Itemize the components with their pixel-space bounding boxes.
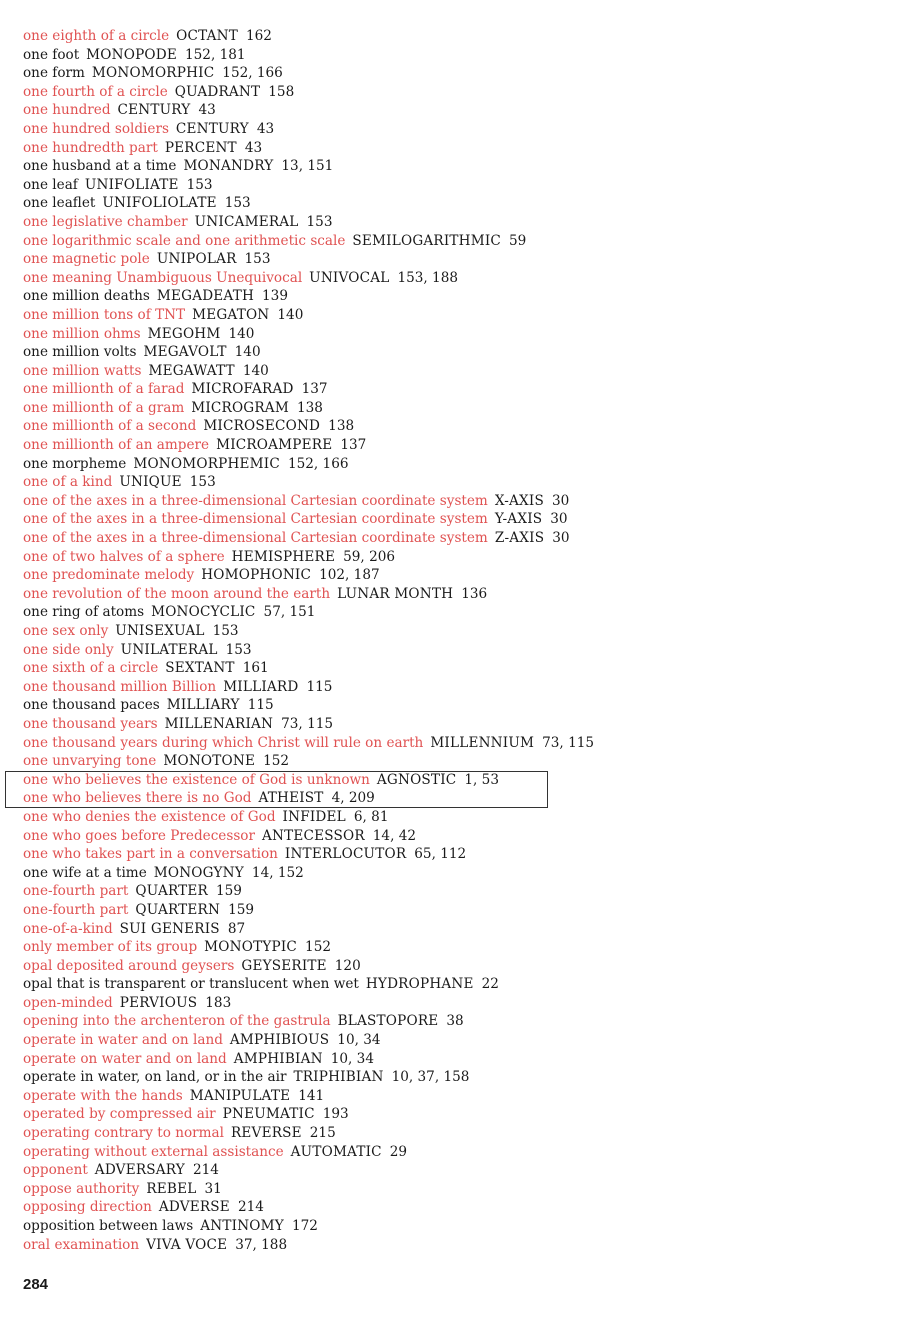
entry-definition: open-minded: [23, 994, 113, 1011]
entry-word: UNIFOLIATE: [84, 176, 179, 193]
index-entry: [23, 1198, 903, 1217]
entry-pages: 153: [224, 195, 251, 212]
entry-word: AGNOSTIC: [376, 771, 457, 788]
entry-pages: 138: [328, 418, 355, 435]
entry-word: MICROGRAM: [191, 399, 289, 416]
entry-word: VIVA VOCE: [146, 1236, 228, 1253]
entry-word: ADVERSARY: [94, 1162, 185, 1179]
entry-pages: 137: [340, 437, 367, 454]
entry-pages: 115: [247, 697, 274, 714]
entry-definition: one husband at a time: [23, 158, 177, 175]
entry-word: TRIPHIBIAN: [293, 1069, 384, 1086]
entry-pages: 140: [242, 362, 269, 379]
entry-definition: one-fourth part: [23, 883, 129, 900]
entry-definition: operating without external assistance: [23, 1143, 284, 1160]
entry-pages: 115: [306, 678, 333, 695]
entry-pages: 59: [509, 232, 527, 249]
entry-definition: one thousand million Billion: [23, 678, 217, 695]
entry-pages: 31: [204, 1180, 222, 1197]
index-entry: [23, 1105, 903, 1124]
entry-definition: oral examination: [23, 1236, 140, 1253]
entry-word: UNIVOCAL: [309, 269, 390, 286]
entry-pages: 59, 206: [343, 548, 396, 565]
entry-pages: 102, 187: [319, 567, 380, 584]
entry-definition: one million ohms: [23, 325, 141, 342]
entry-word: MILLENNIUM: [430, 734, 535, 751]
entry-definition: one of the axes in a three-dimensional Cartesian coordinate system: [23, 530, 488, 547]
entry-word: MEGAWATT: [148, 362, 235, 379]
entry-pages: 87: [227, 920, 246, 937]
entry-definition: one who denies the existence of God: [23, 808, 276, 825]
entry-word: PERVIOUS: [119, 994, 198, 1011]
entry-definition: operating contrary to normal: [23, 1125, 224, 1142]
entry-word: SEXTANT: [165, 660, 235, 677]
index-entry: [23, 938, 903, 957]
entry-definition: opponent: [23, 1162, 88, 1179]
index-entry: [23, 46, 903, 65]
index-entry: [23, 1050, 903, 1069]
entry-pages: 137: [301, 381, 328, 398]
index-entry: [23, 399, 903, 418]
entry-definition: one predominate melody: [23, 567, 195, 584]
index-entry: [23, 659, 903, 678]
entry-pages: 152: [263, 753, 290, 770]
entry-pages: 4, 209: [331, 790, 375, 807]
index-entry: [23, 603, 903, 622]
entry-word: UNILATERAL: [120, 641, 218, 658]
entry-word: MONOMORPHIC: [91, 65, 215, 82]
index-entry: [23, 1161, 903, 1180]
index-entry: [23, 1031, 903, 1050]
entry-pages: 30: [550, 511, 568, 528]
index-entry: [23, 734, 903, 753]
index-entry: [23, 194, 903, 213]
entry-pages: 6, 81: [353, 808, 389, 825]
index-entry: [23, 232, 903, 251]
entry-definition: one hundredth part: [23, 139, 158, 156]
entry-word: MONOGYNY: [153, 864, 244, 881]
entry-definition: one who believes there is no God: [23, 790, 252, 807]
entry-pages: 193: [322, 1106, 349, 1123]
entry-word: ADVERSE: [158, 1199, 230, 1216]
entry-definition: one thousand paces: [23, 697, 160, 714]
index-entry: [23, 994, 903, 1013]
entry-pages: 13, 151: [281, 158, 334, 175]
entry-definition: opal deposited around geysers: [23, 957, 235, 974]
entry-pages: 153: [189, 474, 216, 491]
entry-definition: one-of-a-kind: [23, 920, 113, 937]
index-entry: [23, 83, 903, 102]
index-entry: [23, 436, 903, 455]
entry-word: MICROFARAD: [191, 381, 294, 398]
index-entry: [23, 250, 903, 269]
entry-word: CENTURY: [117, 102, 191, 119]
entry-pages: 141: [298, 1087, 325, 1104]
entry-pages: 159: [228, 901, 255, 918]
entry-pages: 10, 37, 158: [391, 1069, 470, 1086]
entry-definition: one leaflet: [23, 195, 96, 212]
entry-word: Z-AXIS: [494, 530, 545, 547]
entry-pages: 10, 34: [337, 1032, 381, 1049]
entry-definition: one magnetic pole: [23, 251, 150, 268]
entry-definition: one millionth of a farad: [23, 381, 185, 398]
entry-word: SUI GENERIS: [119, 920, 220, 937]
entry-word: SEMILOGARITHMIC: [352, 232, 502, 249]
index-entry: [23, 827, 903, 846]
entry-pages: 38: [446, 1013, 464, 1030]
entry-definition: one who believes the existence of God is unknown: [23, 771, 370, 788]
entry-pages: 183: [205, 994, 232, 1011]
entry-pages: 43: [256, 120, 275, 137]
entry-pages: 140: [277, 306, 304, 323]
index-entry: [23, 622, 903, 641]
entry-pages: 214: [192, 1162, 219, 1179]
index-entry: [23, 325, 903, 344]
index-entry: [23, 1087, 903, 1106]
index-entry: [23, 975, 903, 994]
entry-definition: one sex only: [23, 623, 109, 639]
entry-definition: one sixth of a circle: [23, 660, 159, 677]
entry-pages: 153: [212, 623, 239, 639]
entry-word: PERCENT: [164, 139, 237, 156]
index-entry: [23, 585, 903, 604]
entry-definition: one legislative chamber: [23, 213, 188, 230]
entry-word: AUTOMATIC: [290, 1143, 382, 1160]
index-entry: [23, 417, 903, 436]
entry-word: ATHEIST: [258, 790, 324, 807]
index-entry: [23, 1236, 903, 1255]
index-entry: [23, 1012, 903, 1031]
index-entry: [23, 139, 903, 158]
entry-definition: one thousand years: [23, 715, 158, 732]
entry-definition: one million tons of TNT: [23, 306, 186, 323]
entry-word: X-AXIS: [494, 492, 544, 509]
highlight-box: [5, 771, 548, 808]
entry-word: MONANDRY: [183, 158, 274, 175]
entry-definition: opposing direction: [23, 1199, 152, 1216]
entry-word: UNISEXUAL: [115, 623, 205, 639]
entry-pages: 161: [242, 660, 269, 677]
entry-word: MILLIARD: [223, 678, 299, 695]
index-entry: [23, 548, 903, 567]
entry-definition: one million volts: [23, 344, 137, 361]
entry-definition: one hundred: [23, 102, 111, 119]
entry-word: MILLIARY: [166, 697, 240, 714]
entry-pages: 153: [186, 176, 213, 193]
index-entry: [23, 715, 903, 734]
entry-word: MONOCYCLIC: [151, 604, 256, 621]
entry-word: MEGATON: [192, 306, 270, 323]
index-entry: [23, 343, 903, 362]
entry-definition: operate in water and on land: [23, 1032, 223, 1049]
entry-definition: one of a kind: [23, 474, 113, 491]
entry-pages: 22: [481, 976, 499, 993]
entry-definition: one of the axes in a three-dimensional Cartesian coordinate system: [23, 492, 488, 509]
index-entry: [23, 269, 903, 288]
entry-word: CENTURY: [175, 120, 249, 137]
index-entry: [23, 1180, 903, 1199]
index-entry: [23, 473, 903, 492]
index-entries: [23, 27, 903, 1254]
entry-definition: one-fourth part: [23, 901, 129, 918]
entry-pages: 214: [237, 1199, 264, 1216]
entry-word: MILLENARIAN: [164, 715, 274, 732]
entry-word: GEYSERITE: [241, 957, 327, 974]
entry-word: PNEUMATIC: [222, 1106, 315, 1123]
entry-definition: opal that is transparent or translucent when wet: [23, 976, 359, 993]
entry-definition: one of two halves of a sphere: [23, 548, 225, 565]
entry-pages: 153: [225, 641, 252, 658]
entry-definition: operate on water and on land: [23, 1050, 227, 1067]
entry-definition: one form: [23, 65, 85, 82]
index-entry: [23, 957, 903, 976]
entry-word: MONOPODE: [86, 46, 177, 63]
entry-definition: one million watts: [23, 362, 142, 379]
index-entry: [23, 845, 903, 864]
entry-definition: one million deaths: [23, 288, 150, 305]
entry-definition: one morpheme: [23, 455, 127, 472]
index-entry: [23, 566, 903, 585]
entry-pages: 138: [296, 399, 323, 416]
entry-pages: 1, 53: [464, 771, 499, 788]
entry-word: ANTINOMY: [200, 1218, 284, 1234]
entry-definition: one revolution of the moon around the earth: [23, 585, 331, 602]
entry-word: AMPHIBIAN: [233, 1050, 323, 1067]
entry-definition: one ring of atoms: [23, 604, 145, 621]
entry-pages: 159: [215, 883, 242, 900]
entry-pages: 158: [268, 83, 295, 100]
entry-word: QUADRANT: [174, 83, 261, 100]
entry-word: MEGOHM: [147, 325, 221, 342]
index-entry: [23, 696, 903, 715]
entry-definition: one unvarying tone: [23, 753, 157, 770]
entry-pages: 215: [309, 1125, 336, 1142]
entry-word: HOMOPHONIC: [201, 567, 312, 584]
index-entry: [23, 882, 903, 901]
entry-word: MONOTONE: [163, 753, 256, 770]
entry-word: OCTANT: [176, 28, 238, 44]
entry-pages: 153: [306, 213, 333, 230]
entry-pages: 57, 151: [263, 604, 316, 621]
entry-word: MONOTYPIC: [204, 939, 298, 956]
entry-pages: 152, 181: [185, 46, 246, 63]
entry-pages: 30: [552, 492, 570, 509]
entry-pages: 10, 34: [330, 1050, 374, 1067]
index-entry: [23, 64, 903, 83]
index-entry: [23, 120, 903, 139]
entry-pages: 136: [461, 585, 488, 602]
entry-word: MONOMORPHEMIC: [133, 455, 280, 472]
entry-word: MANIPULATE: [189, 1087, 291, 1104]
entry-word: UNIPOLAR: [156, 251, 237, 268]
entry-pages: 140: [234, 344, 261, 361]
index-entry: [23, 287, 903, 306]
index-entry: [23, 1124, 903, 1143]
entry-pages: 14, 152: [251, 864, 304, 881]
index-entry: [23, 176, 903, 195]
index-entry: [23, 901, 903, 920]
entry-definition: one side only: [23, 641, 114, 658]
index-entry: [23, 455, 903, 474]
entry-pages: 152, 166: [287, 455, 349, 472]
index-entry: [23, 510, 903, 529]
index-entry: [23, 101, 903, 120]
entry-definition: one who goes before Predecessor: [23, 827, 255, 844]
entry-word: ANTECESSOR: [261, 827, 365, 844]
index-entry: [23, 213, 903, 232]
entry-definition: opening into the archenteron of the gastrula: [23, 1013, 331, 1030]
index-entry: [23, 678, 903, 697]
index-entry: [23, 864, 903, 883]
index-entry: [23, 380, 903, 399]
index-entry: [23, 27, 903, 46]
entry-definition: one who takes part in a conversation: [23, 846, 278, 863]
entry-pages: 139: [262, 288, 288, 305]
entry-definition: one logarithmic scale and one arithmetic scale: [23, 232, 346, 249]
entry-word: MICROSECOND: [203, 418, 321, 435]
entry-word: MEGADEATH: [156, 288, 255, 305]
index-entry: [23, 1217, 903, 1236]
entry-word: REVERSE: [231, 1125, 302, 1142]
index-entry: [23, 362, 903, 381]
entry-pages: 29: [389, 1143, 408, 1160]
entry-word: UNIQUE: [119, 474, 182, 491]
entry-word: Y-AXIS: [494, 511, 543, 528]
index-entry: [23, 641, 903, 660]
entry-definition: operate with the hands: [23, 1087, 183, 1104]
entry-pages: 152: [305, 939, 331, 956]
entry-word: MICROAMPERE: [216, 437, 333, 454]
entry-word: BLASTOPORE: [337, 1013, 439, 1030]
index-entry: [23, 752, 903, 771]
entry-word: QUARTERN: [135, 901, 221, 918]
entry-word: AMPHIBIOUS: [229, 1032, 330, 1049]
entry-word: MEGAVOLT: [143, 344, 227, 361]
page-number: 284: [23, 1276, 49, 1293]
entry-word: HYDROPHANE: [365, 976, 474, 993]
entry-pages: 43: [244, 139, 263, 156]
entry-pages: 43: [198, 102, 216, 119]
entry-word: QUARTER: [135, 883, 208, 900]
entry-pages: 153: [244, 251, 271, 268]
entry-word: INTERLOCUTOR: [284, 846, 407, 863]
entry-definition: operate in water, on land, or in the air: [23, 1069, 287, 1086]
index-entry: [23, 529, 903, 548]
entry-definition: one wife at a time: [23, 864, 147, 881]
entry-pages: 73, 115: [281, 715, 334, 732]
entry-definition: one eighth of a circle: [23, 28, 170, 44]
entry-pages: 172: [291, 1218, 318, 1234]
entry-pages: 37, 188: [235, 1236, 288, 1253]
index-entry: [23, 306, 903, 325]
entry-definition: only member of its group: [23, 939, 198, 956]
entry-definition: one millionth of an ampere: [23, 437, 210, 454]
entry-definition: one of the axes in a three-dimensional Cartesian coordinate system: [23, 511, 488, 528]
entry-pages: 140: [228, 325, 255, 342]
entry-word: HEMISPHERE: [231, 548, 336, 565]
entry-definition: one leaf: [23, 176, 78, 193]
entry-definition: one foot: [23, 46, 80, 63]
entry-definition: one millionth of a second: [23, 418, 197, 435]
index-entry: [23, 808, 903, 827]
index-entry: [23, 920, 903, 939]
index-entry: [23, 492, 903, 511]
index-entry: [23, 1068, 903, 1087]
entry-definition: oppose authority: [23, 1180, 140, 1197]
entry-definition: one meaning Unambiguous Unequivocal: [23, 269, 303, 286]
entry-word: UNIFOLIOLATE: [102, 195, 217, 212]
entry-definition: one fourth of a circle: [23, 83, 168, 100]
entry-word: REBEL: [146, 1180, 197, 1197]
entry-pages: 152, 166: [222, 65, 283, 82]
entry-definition: one thousand years during which Christ will rule on earth: [23, 734, 424, 751]
entry-definition: one hundred soldiers: [23, 120, 169, 137]
entry-pages: 153, 188: [397, 269, 459, 286]
entry-word: LUNAR MONTH: [337, 585, 454, 602]
entry-pages: 120: [334, 957, 361, 974]
entry-word: INFIDEL: [282, 808, 346, 825]
entry-pages: 73, 115: [542, 734, 595, 751]
entry-pages: 30: [552, 530, 570, 547]
entry-definition: one millionth of a gram: [23, 399, 185, 416]
entry-pages: 65, 112: [414, 846, 467, 863]
entry-definition: opposition between laws: [23, 1218, 194, 1234]
entry-definition: operated by compressed air: [23, 1106, 216, 1123]
entry-pages: 14, 42: [372, 827, 417, 844]
entry-pages: 162: [245, 28, 272, 44]
index-entry: [23, 157, 903, 176]
index-entry: [23, 1143, 903, 1162]
entry-word: UNICAMERAL: [194, 213, 299, 230]
